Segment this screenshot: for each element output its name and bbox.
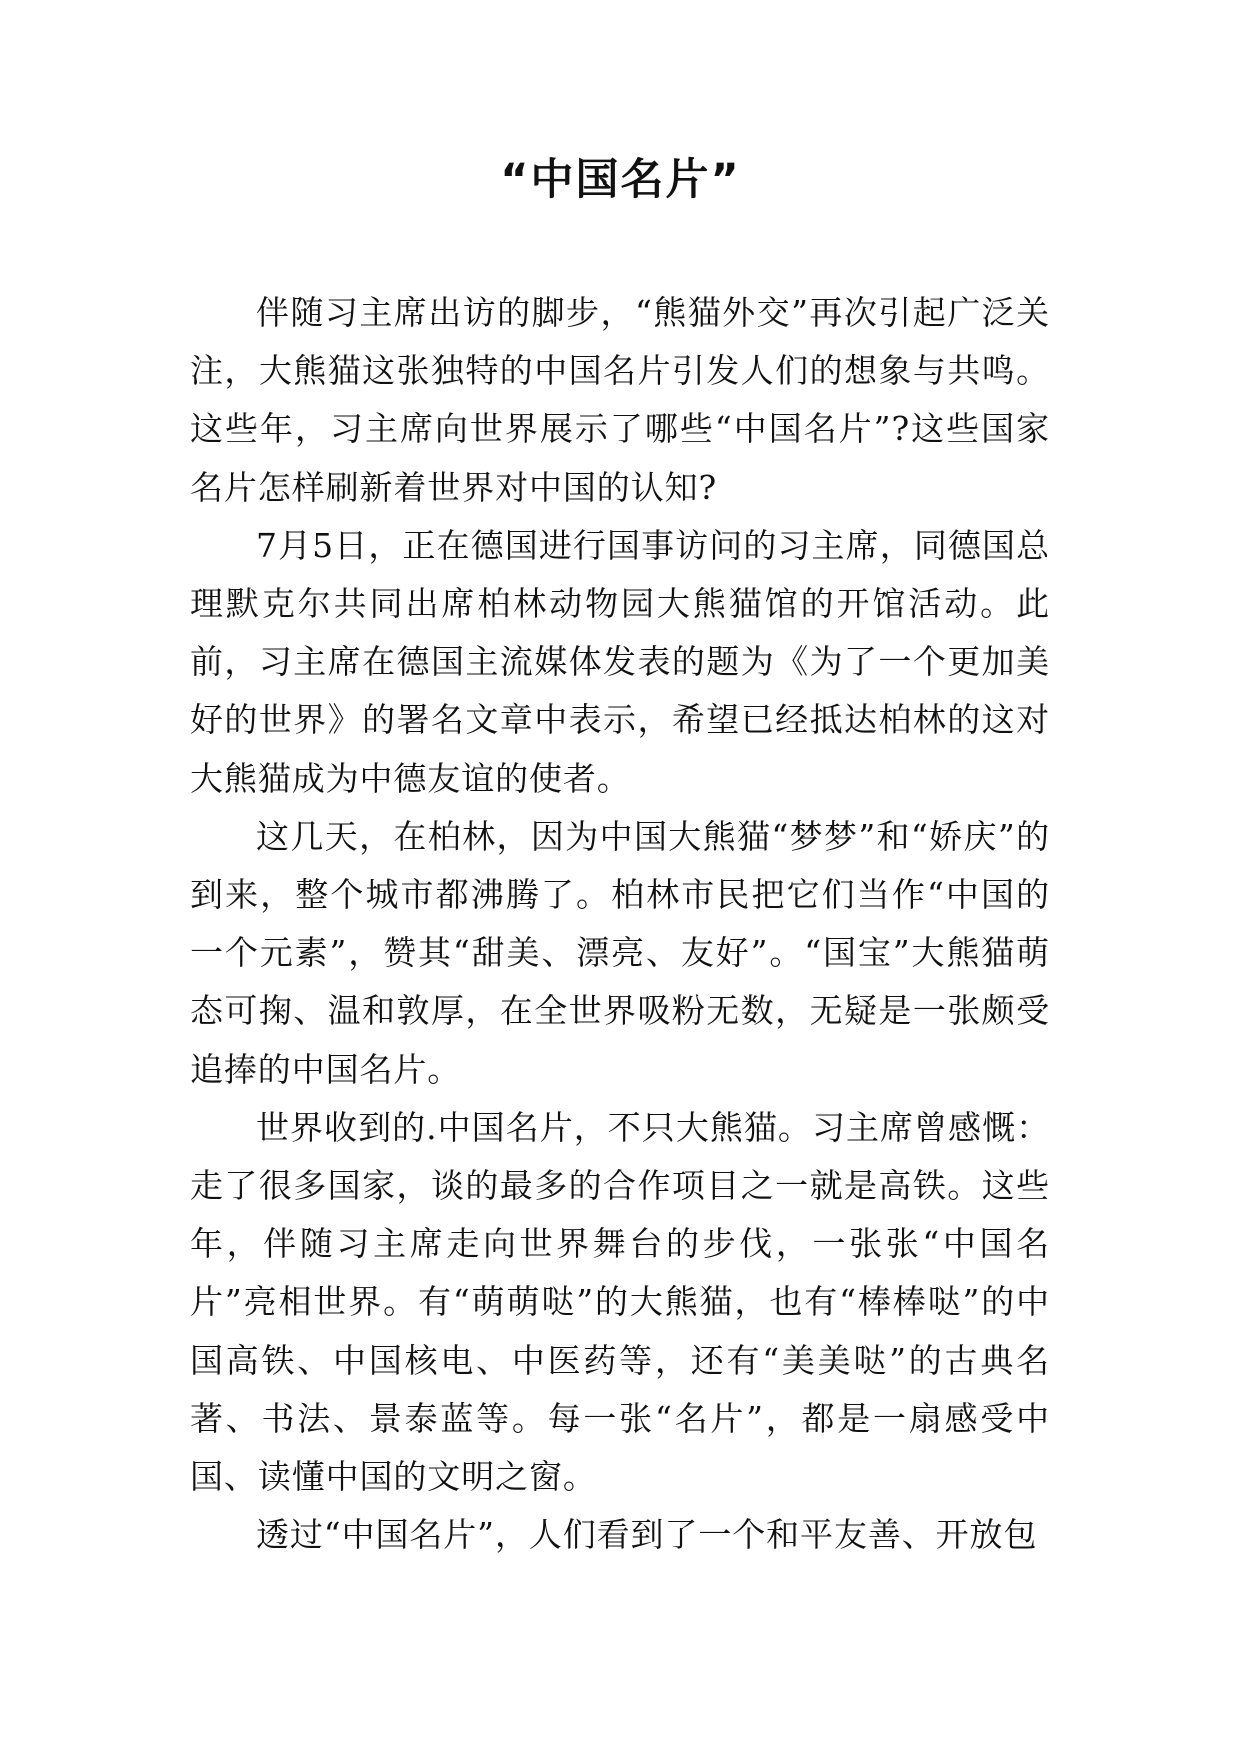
paragraph: 世界收到的.中国名片，不只大熊猫。习主席曾感慨：走了很多国家，谈的最多的合作项目之一就是高铁。这些年，伴随习主席走向世界舞台的步伐，一张张“中国名片”亮相世界。有“萌萌哒”的大熊猫，也有“棒棒哒”的中国高铁、中国核电、中医药等，还有“美美哒”的古典名著、书法、景泰蓝等。每一张“名片”，都是一扇感受中国、读懂中国的文明之窗。 (190, 1107, 1050, 1497)
paragraph: 透过“中国名片”，人们看到了一个和平友善、开放包 (256, 1515, 1038, 1555)
paragraph: 这几天，在柏林，因为中国大熊猫“梦梦”和“娇庆”的到来，整个城市都沸腾了。柏林市民把它们当作“中国的一个元素”，赞其“甜美、漂亮、友好”。“国宝”大熊猫萌态可掬、温和敦厚，在全世界吸粉无数，无疑是一张颇受追捧的中国名片。 (190, 816, 1050, 1089)
paragraph: 7月5日，正在德国进行国事访问的习主席，同德国总理默克尔共同出席柏林动物园大熊猫馆的开馆活动。此前，习主席在德国主流媒体发表的题为《为了一个更加美好的世界》的署名文章中表示，希望已经抵达柏林的这对大熊猫成为中德友谊的使者。 (190, 525, 1050, 798)
paragraph: 伴随习主席出访的脚步，“熊猫外交”再次引起广泛关注，大熊猫这张独特的中国名片引发人们的想象与共鸣。这些年，习主席向世界展示了哪些“中国名片”?这些国家名片怎样刷新着世界对中国的认知? (190, 293, 1050, 507)
article-body (190, 284, 1050, 1564)
page-title: “中国名片” (500, 155, 741, 205)
